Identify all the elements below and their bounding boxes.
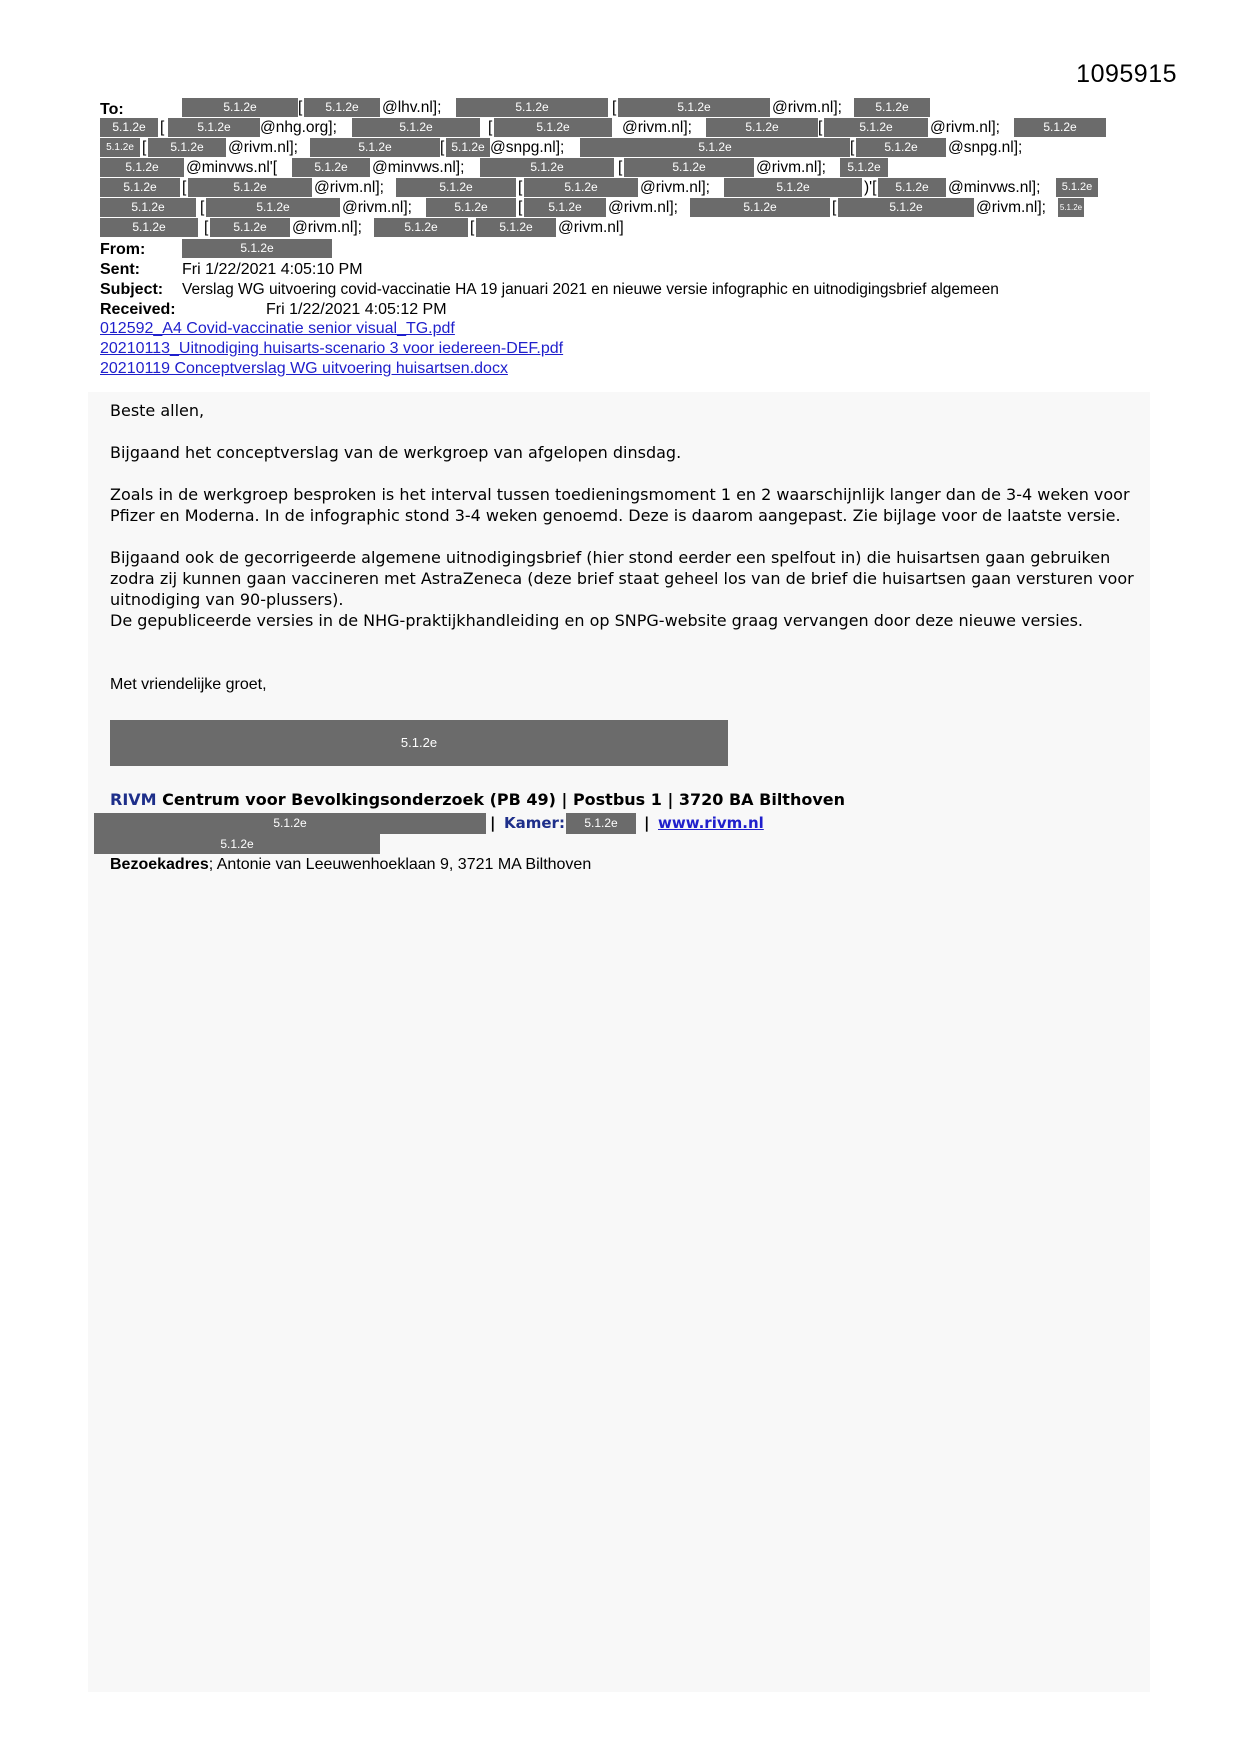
- recipient-fragment: @rivm.nl];: [772, 99, 842, 116]
- bracket: [: [470, 219, 475, 236]
- recipient-fragment: @minvws.nl'[: [186, 159, 278, 176]
- redaction: 5.1.2e: [100, 178, 180, 197]
- redaction: 5.1.2e: [618, 98, 770, 117]
- recipient-fragment: @rivm.nl];: [976, 199, 1046, 216]
- redaction: 5.1.2e: [100, 158, 184, 177]
- redaction: 5.1.2e: [724, 178, 862, 197]
- redaction: 5.1.2e: [524, 178, 638, 197]
- bracket: [: [200, 199, 205, 216]
- redaction: 5.1.2e: [426, 198, 516, 217]
- redaction: 5.1.2e: [292, 158, 370, 177]
- redaction: 5.1.2e: [580, 138, 850, 157]
- redaction: 5.1.2e: [456, 98, 608, 117]
- bracket: [: [850, 139, 855, 156]
- redaction: 5.1.2e: [1056, 178, 1098, 197]
- visit-value: ; Antonie van Leeuwenhoeklaan 9, 3721 MA Bilthoven: [208, 856, 592, 873]
- paragraph: Bijgaand het conceptverslag van de werkgroep van afgelopen dinsdag.: [110, 443, 682, 462]
- to-label: To:: [100, 101, 124, 118]
- from-label: From:: [100, 241, 146, 258]
- redaction: 5.1.2e: [690, 198, 830, 217]
- recipient-fragment: @minvws.nl];: [372, 159, 465, 176]
- recipient-fragment: @minvws.nl];: [948, 179, 1041, 196]
- redaction: 5.1.2e: [566, 813, 636, 834]
- redaction: 5.1.2e: [838, 198, 974, 217]
- redaction: 5.1.2e: [494, 118, 612, 137]
- bracket: [: [298, 99, 303, 116]
- bracket: [: [182, 179, 187, 196]
- kamer-label: Kamer:: [504, 814, 565, 832]
- redaction: 5.1.2e: [840, 158, 888, 177]
- recipient-fragment: @rivm.nl];: [622, 119, 692, 136]
- redaction: 5.1.2e: [396, 178, 516, 197]
- redaction: 5.1.2e: [210, 218, 290, 237]
- rivm-label: RIVM: [110, 790, 157, 809]
- bracket: [: [832, 199, 837, 216]
- redaction: 5.1.2e: [100, 218, 198, 237]
- sent-value: Fri 1/22/2021 4:05:10 PM: [182, 261, 363, 278]
- paragraph: Bijgaand ook de gecorrigeerde algemene uitnodigingsbrief (hier stond eerder een spelfout in) die huisartsen gaan gebruiken zodra zij kunnen gaan vaccineren met AstraZeneca (deze brief staat geheel los van de brief die huisartsen gaan versturen voor uitnodiging van 90-plussers).: [110, 548, 1134, 609]
- redaction: 5.1.2e: [182, 239, 332, 258]
- redaction: 5.1.2e: [188, 178, 312, 197]
- redaction: 5.1.2e: [100, 138, 140, 157]
- redaction: 5.1.2e: [854, 98, 930, 117]
- attachment-link[interactable]: 20210113_Uitnodiging huisarts-scenario 3 voor iedereen-DEF.pdf: [100, 340, 564, 357]
- redaction: 5.1.2e: [148, 138, 226, 157]
- redaction: 5.1.2e: [182, 98, 298, 117]
- redaction: 5.1.2e: [352, 118, 480, 137]
- bracket: [: [440, 139, 445, 156]
- recipient-fragment: @snpg.nl];: [948, 139, 1023, 156]
- recipient-fragment: @rivm.nl]: [558, 219, 624, 236]
- org-address: Centrum voor Bevolkingsonderzoek (PB 49) | Postbus 1 | 3720 BA Bilthoven: [156, 790, 845, 809]
- recipient-fragment: )'[: [864, 179, 877, 196]
- redaction: 5.1.2e: [476, 218, 556, 237]
- bracket: [: [142, 139, 147, 156]
- signature-redaction: 5.1.2e: [110, 720, 728, 766]
- recipient-fragment: @rivm.nl];: [314, 179, 384, 196]
- bracket: [: [488, 119, 493, 136]
- bracket: [: [618, 159, 623, 176]
- redaction: 5.1.2e: [446, 138, 490, 157]
- recipient-fragment: @rivm.nl];: [640, 179, 710, 196]
- visit-address: [110, 856, 591, 874]
- redaction: 5.1.2e: [206, 198, 340, 217]
- redaction: 5.1.2e: [706, 118, 818, 137]
- redaction: 5.1.2e: [94, 813, 486, 834]
- recipient-fragment: @lhv.nl];: [382, 99, 442, 116]
- recipient-fragment: @rivm.nl];: [228, 139, 298, 156]
- bracket: [: [612, 99, 617, 116]
- received-value: Fri 1/22/2021 4:05:12 PM: [266, 301, 447, 318]
- recipient-fragment: @rivm.nl];: [608, 199, 678, 216]
- sent-label: Sent:: [100, 261, 140, 278]
- recipient-fragment: @rivm.nl];: [756, 159, 826, 176]
- recipient-fragment: @nhg.org];: [260, 119, 337, 136]
- attachment-link[interactable]: 20210119 Conceptverslag WG uitvoering huisartsen.docx: [100, 360, 508, 377]
- subject-label: Subject:: [100, 281, 164, 298]
- pipe: |: [490, 814, 496, 832]
- redaction: 5.1.2e: [100, 118, 158, 137]
- bracket: [: [160, 119, 165, 136]
- visit-label: Bezoekadres: [110, 856, 209, 873]
- received-label: Received:: [100, 301, 176, 318]
- paragraph: De gepubliceerde versies in de NHG-praktijkhandleiding en op SNPG-website graag vervangen door deze nieuwe versies.: [110, 611, 1084, 630]
- redaction: 5.1.2e: [374, 218, 468, 237]
- greeting: Beste allen,: [110, 401, 205, 420]
- pipe: |: [644, 814, 650, 832]
- redaction: 5.1.2e: [824, 118, 928, 137]
- redaction: 5.1.2e: [1014, 118, 1106, 137]
- redaction: 5.1.2e: [480, 158, 614, 177]
- redaction: 5.1.2e: [168, 118, 260, 137]
- bracket: [: [518, 199, 523, 216]
- website-link[interactable]: www.rivm.nl: [658, 814, 764, 832]
- recipient-fragment: @rivm.nl];: [292, 219, 362, 236]
- recipient-fragment: @snpg.nl];: [490, 139, 565, 156]
- bracket: [: [518, 179, 523, 196]
- subject-value: Verslag WG uitvoering covid-vaccinatie HA 19 januari 2021 en nieuwe versie infographic en uitnodigingsbrief algemeen: [182, 281, 999, 298]
- bracket: [: [204, 219, 209, 236]
- paragraph: Zoals in de werkgroep besproken is het interval tussen toedieningsmoment 1 en 2 waarschijnlijk langer dan de 3-4 weken voor Pfizer en Moderna. In de infographic stond 3-4 weken genoemd. Deze is daarom aangepast. Zie bijlage voor de laatste versie.: [110, 485, 1130, 525]
- org-line: [110, 790, 845, 809]
- redaction: 5.1.2e: [100, 198, 196, 217]
- closing: Met vriendelijke groet,: [110, 676, 267, 693]
- recipient-fragment: @rivm.nl];: [930, 119, 1000, 136]
- redaction: 5.1.2e: [878, 178, 946, 197]
- document-number: 1095915: [1076, 60, 1177, 88]
- bracket: [: [818, 119, 823, 136]
- redaction: 5.1.2e: [524, 198, 606, 217]
- recipient-fragment: @rivm.nl];: [342, 199, 412, 216]
- redaction: 5.1.2e: [624, 158, 754, 177]
- redaction: 5.1.2e: [1058, 198, 1084, 217]
- redaction: 5.1.2e: [94, 834, 380, 854]
- redaction: 5.1.2e: [304, 98, 380, 117]
- redaction: 5.1.2e: [856, 138, 946, 157]
- redaction: 5.1.2e: [310, 138, 440, 157]
- attachment-link[interactable]: 012592_A4 Covid-vaccinatie senior visual_TG.pdf: [100, 320, 455, 337]
